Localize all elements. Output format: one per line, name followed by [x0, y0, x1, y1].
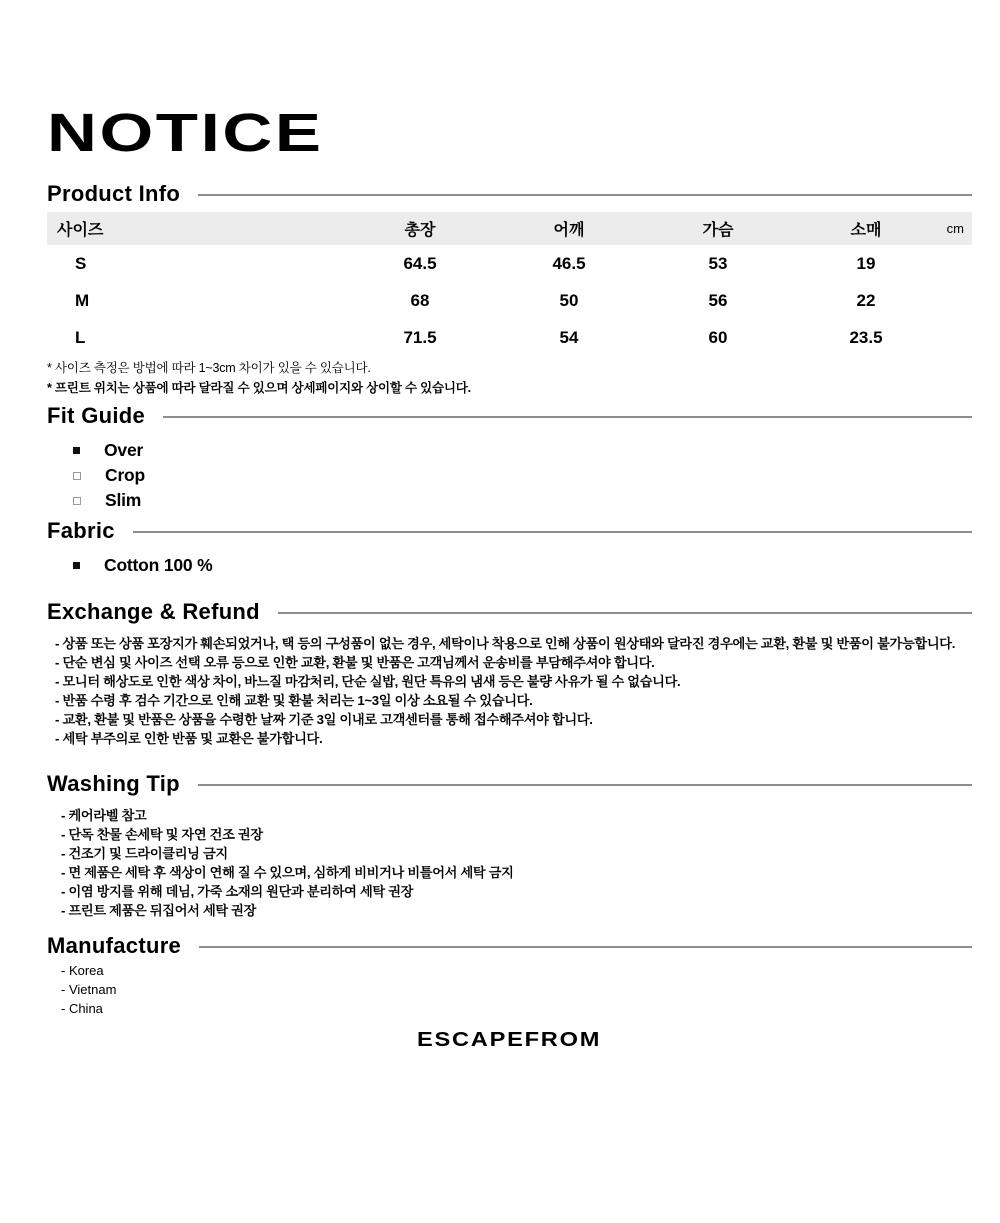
policy-line: - 교환, 환불 및 반품은 상품을 수령한 날짜 기준 3일 이내로 고객센터를 통해 접수해주셔야 합니다.: [55, 712, 593, 727]
heading-rule: [163, 416, 972, 418]
section-heading-exchange-refund: [47, 598, 972, 625]
fit-option-label: Crop: [105, 465, 146, 485]
value-cell: 56: [708, 290, 728, 310]
policy-line: - 단순 변심 및 사이즈 선택 오류 등으로 인한 교환, 환불 및 반품은 고객님께서 운송비를 부담해주셔야 합니다.: [55, 655, 655, 670]
heading-rule: [278, 612, 972, 614]
fit-option-label: Over: [104, 440, 144, 460]
size-table-header-row: [47, 212, 972, 245]
section-heading-product-info: [47, 180, 972, 207]
fit-guide-heading-label: Fit Guide: [47, 403, 146, 428]
col-header-shoulder: 어깨: [553, 222, 585, 239]
table-row: [47, 282, 972, 319]
country-line: - Vietnam: [61, 982, 117, 997]
square-bullet-icon: [73, 472, 81, 480]
square-bullet-icon: [73, 447, 80, 454]
value-cell: 50: [559, 290, 579, 310]
value-cell: 60: [708, 327, 728, 347]
table-row: [47, 245, 972, 282]
size-notes: [47, 358, 972, 398]
fabric-label: Cotton 100 %: [104, 555, 213, 575]
manufacture-heading-label: Manufacture: [47, 933, 182, 958]
size-note: * 사이즈 측정은 방법에 따라 1~3cm 차이가 있을 수 있습니다.: [47, 361, 371, 375]
list-item: [73, 463, 972, 488]
exchange-refund-lines: [55, 634, 972, 748]
value-cell: 19: [856, 253, 876, 273]
value-cell: 53: [708, 253, 728, 273]
product-info-heading-label: Product Info: [47, 181, 181, 206]
size-table: [47, 212, 972, 356]
list-item: [73, 488, 972, 513]
heading-rule: [198, 784, 972, 786]
square-bullet-icon: [73, 562, 80, 569]
washing-line: - 면 제품은 세탁 후 색상이 연해 질 수 있으며, 심하게 비비거나 비틀어서 세탁 금지: [61, 865, 514, 880]
washing-line: - 프린트 제품은 뒤집어서 세탁 권장: [61, 903, 257, 918]
square-bullet-icon: [73, 497, 81, 505]
washing-line: - 케어라벨 참고: [61, 808, 147, 823]
col-header-sleeve: 소매: [850, 222, 882, 239]
policy-line: - 세탁 부주의로 인한 반품 및 교환은 불가합니다.: [55, 731, 323, 746]
washing-line: - 단독 찬물 손세탁 및 자연 건조 권장: [61, 827, 263, 842]
section-heading-fit-guide: [47, 402, 972, 429]
washing-line: - 건조기 및 드라이클리닝 금지: [61, 846, 228, 861]
country-line: - China: [61, 1001, 103, 1016]
policy-line: - 상품 또는 상품 포장지가 훼손되었거나, 택 등의 구성품이 없는 경우, 세탁이나 착용으로 인해 상품이 원상태와 달라진 경우에는 교환, 환불 및 반품이 불가능합니다.: [55, 636, 956, 651]
unit-label: cm: [946, 221, 964, 236]
fit-option-label: Slim: [105, 490, 142, 510]
list-item: [73, 438, 972, 463]
col-header-chest: 가슴: [702, 222, 734, 239]
policy-line: - 반품 수령 후 검수 기간으로 인해 교환 및 환불 처리는 1~3일 이상 소요될 수 있습니다.: [55, 693, 533, 708]
value-cell: 64.5: [403, 253, 437, 273]
fabric-list: [73, 553, 972, 578]
size-cell: S: [75, 253, 87, 273]
section-heading-fabric: [47, 517, 972, 544]
brand-footer: [47, 1028, 972, 1052]
washing-tip-lines: [61, 806, 972, 920]
heading-rule: [198, 194, 972, 196]
washing-tip-heading-label: Washing Tip: [47, 771, 180, 796]
size-cell: L: [75, 327, 86, 347]
washing-line: - 이염 방지를 위해 데님, 가죽 소재의 원단과 분리하여 세탁 권장: [61, 884, 414, 899]
col-header-total-length: 총장: [404, 222, 436, 239]
section-heading-washing-tip: [47, 770, 972, 797]
col-header-size: 사이즈: [57, 222, 104, 239]
notice-page: [0, 104, 1000, 1052]
value-cell: 71.5: [403, 327, 437, 347]
heading-rule: [133, 531, 972, 533]
country-line: - Korea: [61, 963, 104, 978]
exchange-refund-heading-label: Exchange & Refund: [47, 599, 260, 624]
value-cell: 23.5: [849, 327, 883, 347]
heading-rule: [199, 946, 972, 948]
fabric-heading-label: Fabric: [47, 518, 115, 543]
table-row: [47, 319, 972, 356]
manufacture-lines: [61, 961, 972, 1018]
value-cell: 54: [559, 327, 579, 347]
list-item: [73, 553, 972, 578]
size-cell: M: [75, 290, 90, 310]
value-cell: 68: [410, 290, 430, 310]
policy-line: - 모니터 해상도로 인한 색상 차이, 바느질 마감처리, 단순 실밥, 원단 특유의 냄새 등은 불량 사유가 될 수 없습니다.: [55, 674, 681, 689]
print-note: * 프린트 위치는 상품에 따라 달라질 수 있으며 상세페이지와 상이할 수 있습니다.: [47, 381, 471, 395]
page-title: NOTICE: [47, 103, 324, 163]
section-heading-manufacture: [47, 932, 972, 959]
brand-logo-text: ESCAPEFROM: [417, 1029, 602, 1051]
fit-guide-list: [73, 438, 972, 513]
value-cell: 46.5: [552, 253, 586, 273]
value-cell: 22: [856, 290, 876, 310]
